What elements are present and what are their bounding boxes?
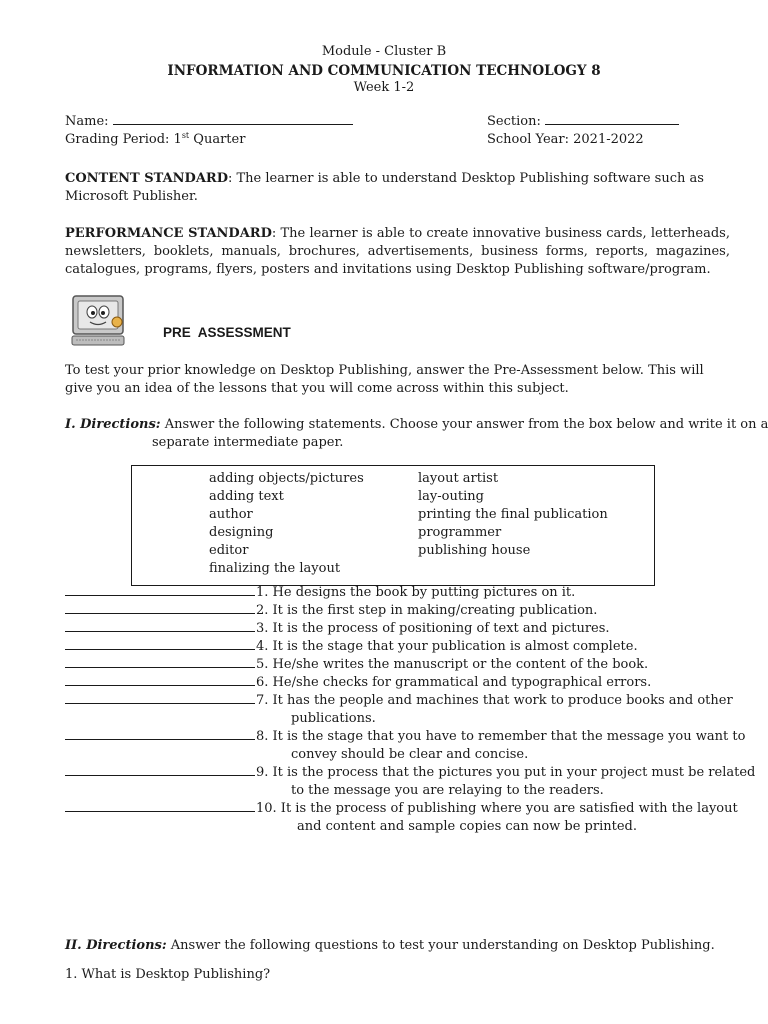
answer-blank xyxy=(65,764,255,776)
module-title: Module - Cluster B xyxy=(321,44,447,59)
name-line xyxy=(113,112,353,125)
list-item xyxy=(65,764,755,782)
directions-1-label: I. Directions: xyxy=(65,417,161,432)
section-line xyxy=(545,112,679,125)
answer-blank xyxy=(65,656,255,668)
answer-blank xyxy=(65,620,255,632)
choice-right-1: layout artist xyxy=(418,471,499,486)
list-item xyxy=(65,584,575,602)
answer-blank xyxy=(65,674,255,686)
choice-left-4: designing xyxy=(209,525,274,540)
choice-right-3: printing the final publication xyxy=(418,507,608,522)
item-continuation: to the message you are relaying to the readers. xyxy=(291,783,604,798)
item-text: 8. It is the stage that you have to remember that the message you want to xyxy=(256,729,746,744)
grading-sup: st xyxy=(181,131,190,140)
answer-blank xyxy=(65,800,255,812)
choice-right-2: lay-outing xyxy=(418,489,484,504)
performance-standard-text: : The learner is able to create innovative business cards, letterheads, newsletters, booklets, manuals, brochures, advertisements, business forms, reports, magazines, catalogues, programs, flyers, posters and invitations using Desktop Publishing software/program. xyxy=(65,226,730,277)
item-text: 1. He designs the book by putting pictures on it. xyxy=(256,585,576,600)
grading-period xyxy=(65,132,245,147)
answer-blank xyxy=(65,728,255,740)
list-item xyxy=(65,728,745,746)
week-label: Week 1-2 xyxy=(353,80,415,95)
list-item xyxy=(65,602,597,620)
performance-standard-label: PERFORMANCE STANDARD xyxy=(65,226,272,241)
question-1: 1. What is Desktop Publishing? xyxy=(65,967,271,982)
subject-title: INFORMATION AND COMMUNICATION TECHNOLOGY 8 xyxy=(167,63,601,79)
content-standard-text: : The learner is able to understand Desktop Publishing software such as Microsoft Publisher. xyxy=(65,171,704,204)
answer-blank xyxy=(65,692,255,704)
item-text: 3. It is the process of positioning of text and pictures. xyxy=(256,621,610,636)
directions-2-text: Answer the following questions to test your understanding on Desktop Publishing. xyxy=(166,938,715,953)
list-item xyxy=(65,674,651,692)
choice-left-3: author xyxy=(209,507,253,522)
section-label: Section: xyxy=(487,114,541,129)
item-text: 7. It has the people and machines that work to produce books and other xyxy=(256,693,733,708)
item-text: 2. It is the first step in making/creating publication. xyxy=(256,603,598,618)
choice-left-5: editor xyxy=(209,543,249,558)
answer-blank xyxy=(65,584,255,596)
school-year: School Year: 2021-2022 xyxy=(487,132,644,147)
choice-left-1: adding objects/pictures xyxy=(209,471,364,486)
choice-right-4: programmer xyxy=(418,525,502,540)
list-item xyxy=(65,692,733,710)
answer-blank xyxy=(65,638,255,650)
choice-left-2: adding text xyxy=(209,489,284,504)
choice-left-6: finalizing the layout xyxy=(209,561,341,576)
item-text: 9. It is the process that the pictures you put in your project must be related xyxy=(256,765,756,780)
directions-1-text: Answer the following statements. Choose your answer from the box below and write it on a xyxy=(160,417,768,432)
directions-1 xyxy=(65,417,768,432)
performance-standard xyxy=(65,225,730,279)
directions-1-line2: separate intermediate paper. xyxy=(152,435,344,450)
content-standard-label: CONTENT STANDARD xyxy=(65,171,228,186)
directions-2-label: II. Directions: xyxy=(65,938,167,953)
content-standard xyxy=(65,170,730,206)
item-text: 4. It is the stage that your publication is almost complete. xyxy=(256,639,638,654)
item-continuation: publications. xyxy=(291,711,376,726)
pre-assessment-title: PRE ASSESSMENT xyxy=(163,325,291,340)
name-field xyxy=(65,112,353,129)
directions-2 xyxy=(65,938,715,953)
grading-label: Grading Period: 1 xyxy=(65,132,182,147)
item-text: 10. It is the process of publishing where you are satisfied with the layout xyxy=(256,801,738,816)
answer-blank xyxy=(65,602,255,614)
computer-mascot-icon xyxy=(70,294,136,348)
section-field xyxy=(487,112,679,129)
choice-right-5: publishing house xyxy=(418,543,531,558)
grading-suffix: Quarter xyxy=(189,132,246,147)
pre-assessment-intro: To test your prior knowledge on Desktop Publishing, answer the Pre-Assessment below. This will give you an idea of the lessons that you will come across within this subject. xyxy=(65,363,704,396)
list-item xyxy=(65,620,610,638)
list-item xyxy=(65,638,638,656)
item-continuation: and content and sample copies can now be printed. xyxy=(297,819,637,834)
list-item xyxy=(65,656,648,674)
item-continuation: convey should be clear and concise. xyxy=(291,747,529,762)
item-text: 5. He/she writes the manuscript or the content of the book. xyxy=(256,657,649,672)
item-text: 6. He/she checks for grammatical and typographical errors. xyxy=(256,675,652,690)
name-label: Name: xyxy=(65,114,109,129)
list-item xyxy=(65,800,738,818)
